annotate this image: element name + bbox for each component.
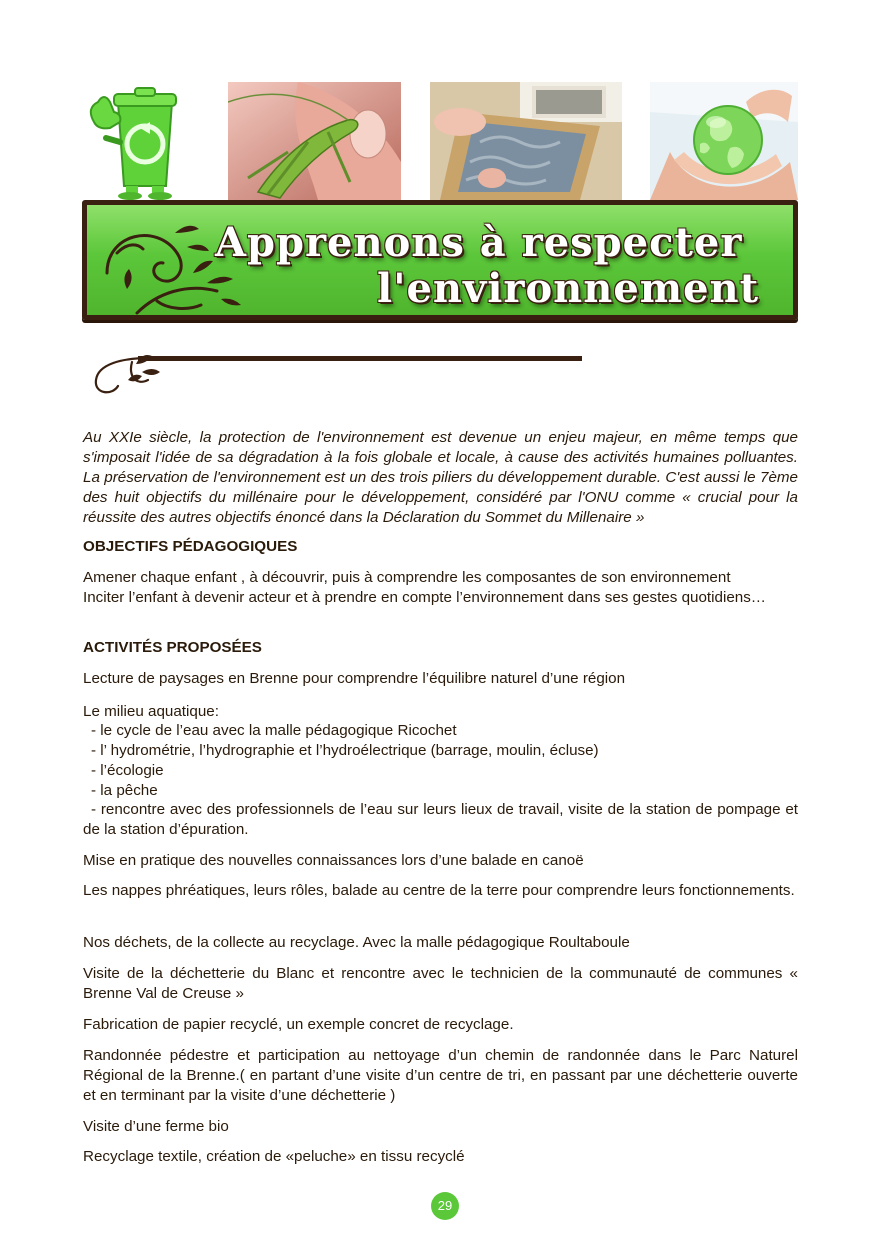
objectives-line-1: Amener chaque enfant , à découvrir, puis à comprendre les composantes de son environnement — [83, 569, 731, 586]
aquatic-item: - l’écologie — [91, 762, 164, 779]
activity-canoe: Mise en pratique des nouvelles connaissances lors d’une balade en canoë — [83, 852, 584, 869]
activity-hike: Randonnée pédestre et participation au nettoyage d’un chemin de randonnée dans le Parc Naturel Régional de la Brenne.( en partant d’une visite d’un centre de tri, en passant par une déchetterie ouverte et en terminant par la visite d’une déchetterie ) — [83, 1047, 798, 1104]
activity-groundwater: Les nappes phréatiques, leurs rôles, balade au centre de la terre pour comprendre leurs fonctionnements. — [83, 882, 795, 899]
aquatic-item: - l’ hydrométrie, l’hydrographie et l’hydroélectrique (barrage, moulin, écluse) — [91, 742, 599, 759]
ornament-divider-icon — [92, 350, 582, 400]
recycle-bin-icon — [80, 82, 190, 200]
grasshopper-icon — [228, 82, 401, 200]
activity-paper: Fabrication de papier recyclé, un exemple concret de recyclage. — [83, 1016, 514, 1033]
banner-title-line-2: l'environnement — [377, 265, 760, 312]
hands-globe-photo — [650, 82, 798, 200]
title-banner — [82, 200, 798, 320]
objectives-line-2: Inciter l’enfant à devenir acteur et à prendre en compte l’environnement dans ses gestes quotidiens… — [83, 589, 766, 606]
paper-recycling-photo — [430, 82, 622, 200]
activity-waste: Nos déchets, de la collecte au recyclage. Avec la malle pédagogique Roultaboule — [83, 934, 630, 951]
activity-textile: Recyclage textile, création de «peluche» en tissu recyclé — [83, 1148, 465, 1165]
globe-icon — [650, 82, 798, 200]
aquatic-item: - le cycle de l’eau avec la malle pédagogique Ricochet — [91, 722, 457, 739]
page-number-badge: 29 — [431, 1192, 459, 1220]
activities-heading: ACTIVITÉS PROPOSÉES — [83, 639, 262, 656]
aquatic-item: - la pêche — [91, 782, 158, 799]
activity-landscape: Lecture de paysages en Brenne pour comprendre l’équilibre naturel d’une région — [83, 670, 626, 687]
activity-farm: Visite d’une ferme bio — [83, 1118, 229, 1135]
intro-paragraph: Au XXIe siècle, la protection de l'environnement est devenue un enjeu majeur, en même temps que s'imposait l'idée de sa dégradation à la fois globale et locale, à cause des activités humaines polluantes. La préservation de l'environnement est un des trois piliers du développement durable. C'est aussi le 7ème des huit objectifs du millénaire pour le développement, considéré par l'ONU comme « crucial pour la réussite des autres objectifs énoncé dans la Déclaration du Sommet du Millenaire » — [83, 429, 798, 526]
aquatic-title: Le milieu aquatique: — [83, 703, 219, 720]
objectives-heading: OBJECTIFS PÉDAGOGIQUES — [83, 538, 298, 555]
banner-title-line-1: Apprenons à respecter — [215, 219, 743, 266]
recycling-bin-mascot-image — [80, 82, 190, 200]
grasshopper-photo — [228, 82, 401, 200]
aquatic-item: - rencontre avec des professionnels de l’eau sur leurs lieux de travail, visite de la station de pompage et de la station d’épuration. — [83, 801, 798, 838]
activity-dump-visit: Visite de la déchetterie du Blanc et rencontre avec le technicien de la communauté de communes « Brenne Val de Creuse » — [83, 965, 798, 1002]
paper-sieve-icon — [430, 82, 622, 200]
